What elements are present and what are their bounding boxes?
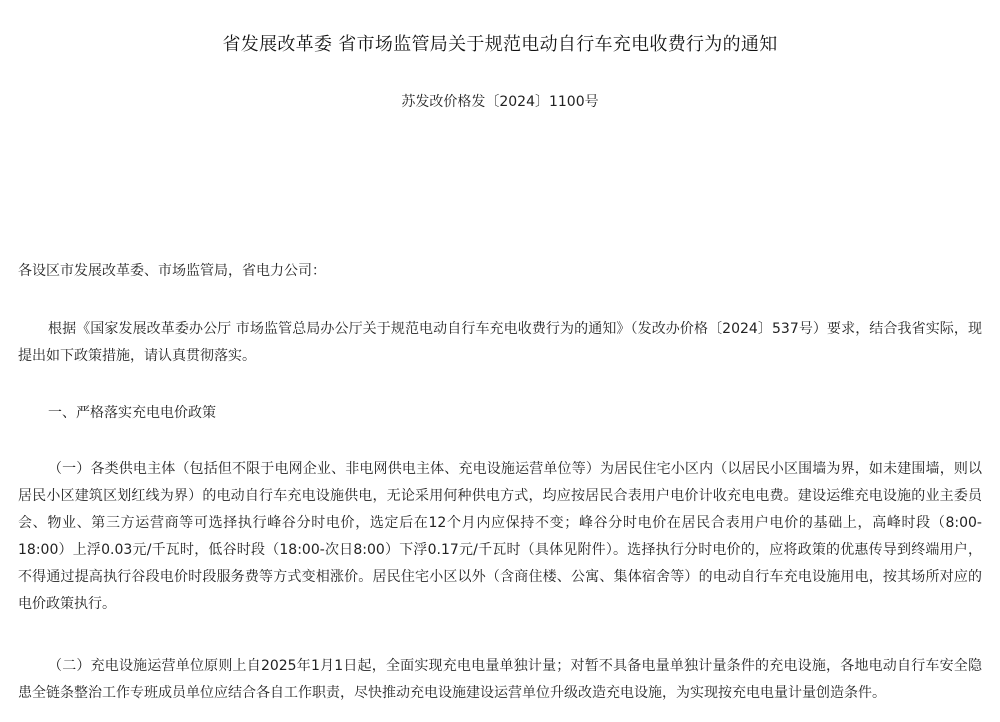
- document-title: 省发展改革委 省市场监管局关于规范电动自行车充电收费行为的通知: [222, 34, 778, 55]
- paragraph-item-2: （二）充电设施运营单位原则上自2025年1月1日起，全面实现充电电量单独计量；对暂不具备电量单独计量条件的充电设施，各地电动自行车安全隐患全链条整治工作专班成员单位应结合各自工作职责，尽快推动充电设施建设运营单位升级改造充电设施，为实现按充电电量计量创造条件。: [18, 658, 982, 701]
- document-number: 苏发改价格发〔2024〕1100号: [401, 94, 599, 110]
- paragraph-item-1: （一）各类供电主体（包括但不限于电网企业、非电网供电主体、充电设施运营单位等）为居民住宅小区内（以居民小区围墙为界，如未建围墙，则以居民小区建筑区划红线为界）的电动自行车充电设施供电，无论采用何种供电方式，均应按居民合表用户电价计收充电电费。建设运维充电设施的业主委员会、物业、第三方运营商等可选择执行峰谷分时电价，选定后在12个月内应保持不变；峰谷分时电价在居民合表用户电价的基础上，高峰时段（8:00-18:00）上浮0.03元/千瓦时，低谷时段（18:00-次日8:00）下浮0.17元/千瓦时（具体见附件）。选择执行分时电价的，应将政策的优惠传导到终端用户，不得通过提高执行谷段电价时段服务费等方式变相涨价。居民住宅小区以外（含商住楼、公寓、集体宿舍等）的电动自行车充电设施用电，按其场所对应的电价政策执行。: [18, 461, 982, 612]
- intro-paragraph: 根据《国家发展改革委办公厅 市场监管总局办公厅关于规范电动自行车充电收费行为的通知》（发改办价格〔2024〕537号）要求，结合我省实际，现提出如下政策措施，请认真贯彻落实。: [18, 321, 982, 364]
- section-heading: 一、严格落实充电电价政策: [48, 405, 216, 421]
- salutation: 各设区市发展改革委、市场监管局，省电力公司：: [18, 263, 326, 279]
